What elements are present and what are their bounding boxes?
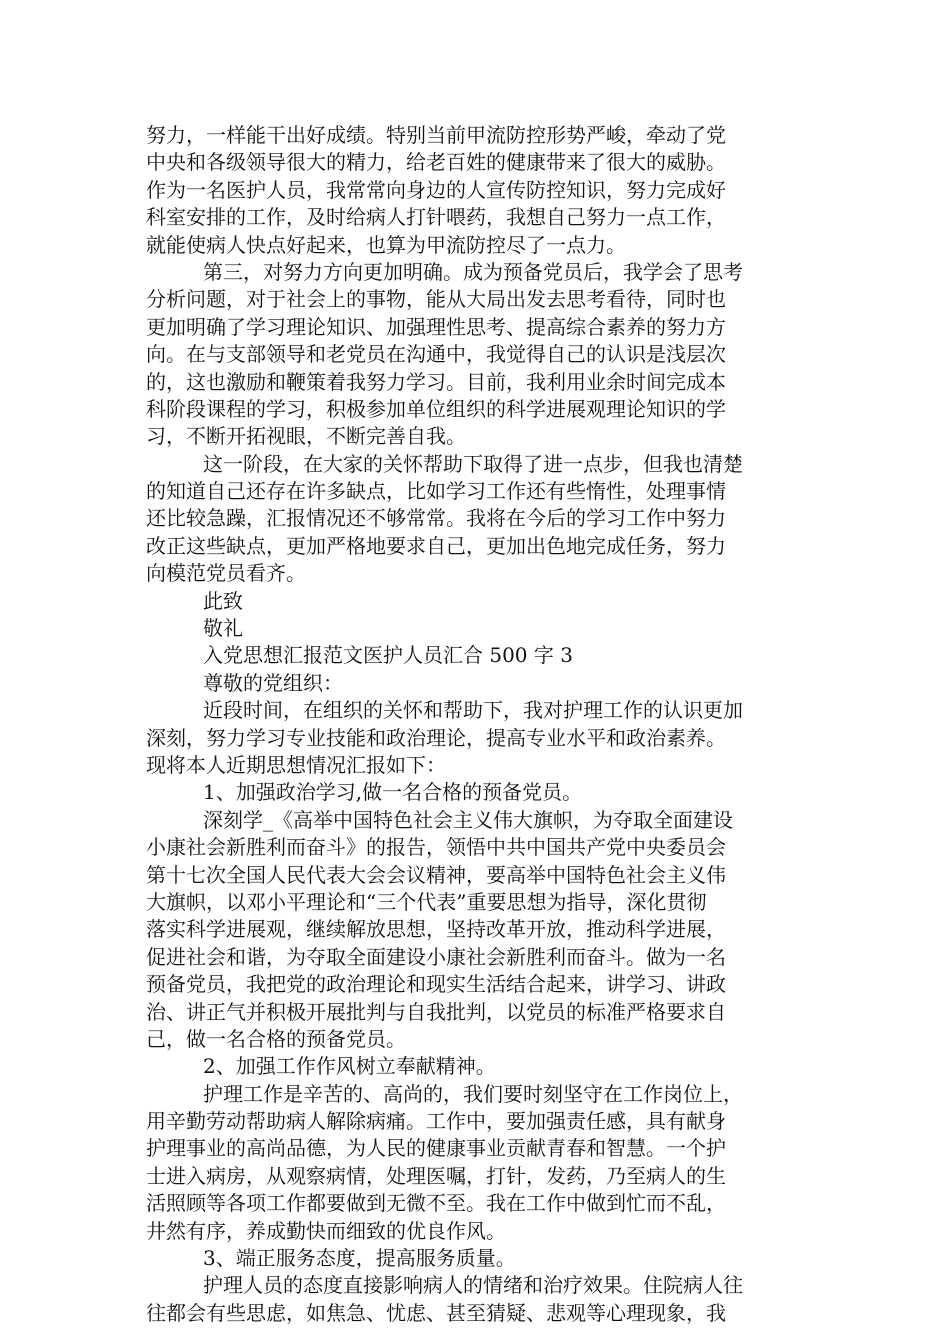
text-line: 用辛勤劳动帮助病人解除病痛。工作中，要加强责任感，具有献身 (146, 1109, 726, 1134)
text-line: 科室安排的工作，及时给病人打针喂药，我想自己努力一点工作， (146, 205, 726, 230)
text-line: 落实科学进展观，继续解放思想，坚持改革开放，推动科学进展， (146, 917, 726, 942)
text-line: 治、讲正气并积极开展批判与自我批判，以党员的标准严格要求自 (146, 999, 726, 1024)
text-line: 向。在与支部领导和老党员在沟通中，我觉得自己的认识是浅层次 (146, 342, 726, 367)
text-line: 中央和各级领导很大的精力，给老百姓的健康带来了很大的威胁。 (146, 150, 726, 175)
text-line: 大旗帜，以邓小平理论和“三个代表”重要思想为指导，深化贯彻 (146, 889, 707, 914)
text-line: 敬礼 (203, 616, 243, 641)
text-line: 护理工作是辛苦的、高尚的，我们要时刻坚守在工作岗位上， (203, 1081, 743, 1106)
text-line: 这一阶段，在大家的关怀帮助下取得了进一点步，但我也清楚 (203, 451, 743, 476)
text-line: 习，不断开拓视眼，不断完善自我。 (146, 424, 466, 449)
document-body (146, 122, 806, 1327)
text-line: 己，做一名合格的预备党员。 (146, 1026, 406, 1051)
text-line: 1、加强政治学习,做一名合格的预备党员。 (203, 780, 583, 805)
text-line: 就能使病人快点好起来，也算为甲流防控尽了一点力。 (146, 232, 626, 257)
text-line: 第三，对努力方向更加明确。成为预备党员后，我学会了思考 (203, 259, 743, 284)
text-line: 努力，一样能干出好成绩。特别当前甲流防控形势严峻，牵动了党 (146, 123, 726, 147)
text-line: 护理事业的高尚品德，为人民的健康事业贡献青春和智慧。一个护 (146, 1136, 726, 1161)
text-line: 作为一名医护人员，我常常向身边的人宣传防控知识，努力完成好 (146, 177, 726, 202)
text-line: 尊敬的党组织： (203, 670, 343, 695)
text-line: 2、加强工作作风树立奉献精神。 (203, 1054, 496, 1079)
text-line: 促进社会和谐，为夺取全面建设小康社会新胜利而奋斗。做为一名 (146, 944, 726, 969)
text-line: 现将本人近期思想情况汇报如下： (146, 752, 446, 777)
text-line: 更加明确了学习理论知识、加强理性思考、提高综合素养的努力方 (146, 314, 726, 339)
text-line: 护理人员的态度直接影响病人的情绪和治疗效果。住院病人往 (203, 1273, 743, 1298)
text-line: 小康社会新胜利而奋斗》的报告，领悟中共中国共产党中央委员会 (146, 835, 726, 860)
text-line: 的，这也激励和鞭策着我努力学习。目前，我利用业余时间完成本 (146, 369, 726, 394)
text-line: 深刻学_《高举中国特色社会主义伟大旗帜，为夺取全面建设 (203, 807, 733, 832)
text-line: 还比较急躁，汇报情况还不够常常。我将在今后的学习工作中努力 (146, 506, 726, 531)
text-line: 向模范党员看齐。 (146, 561, 306, 586)
text-line: 改正这些缺点，更加严格地要求自己，更加出色地完成任务，努力 (146, 533, 726, 558)
text-line: 第十七次全国人民代表大会会议精神，要高举中国特色社会主义伟 (146, 862, 726, 887)
text-line: 预备党员，我把党的政治理论和现实生活结合起来，讲学习、讲政 (146, 972, 726, 997)
text-line: 入党思想汇报范文医护人员汇合 500 字 3 (203, 643, 573, 668)
text-line: 士进入病房，从观察病情，处理医嘱，打针，发药，乃至病人的生 (146, 1163, 726, 1188)
text-line: 井然有序，养成勤快而细致的优良作风。 (146, 1218, 506, 1243)
text-line: 科阶段课程的学习，积极参加单位组织的科学进展观理论知识的学 (146, 396, 726, 421)
text-line: 此致 (203, 588, 243, 613)
text-line: 往都会有些思虑，如焦急、忧虑、甚至猜疑、悲观等心理现象，我 (146, 1300, 726, 1325)
text-line: 活照顾等各项工作都要做到无微不至。我在工作中做到忙而不乱， (146, 1191, 726, 1216)
text-line: 深刻，努力学习专业技能和政治理论，提高专业水平和政治素养。 (146, 725, 726, 750)
text-line: 分析问题，对于社会上的事物，能从大局出发去思考看待，同时也 (146, 287, 726, 312)
text-line: 3、端正服务态度，提高服务质量。 (203, 1246, 516, 1271)
text-line: 的知道自己还存在许多缺点，比如学习工作还有些惰性，处理事情 (146, 479, 726, 504)
text-line: 近段时间，在组织的关怀和帮助下，我对护理工作的认识更加 (203, 698, 743, 723)
